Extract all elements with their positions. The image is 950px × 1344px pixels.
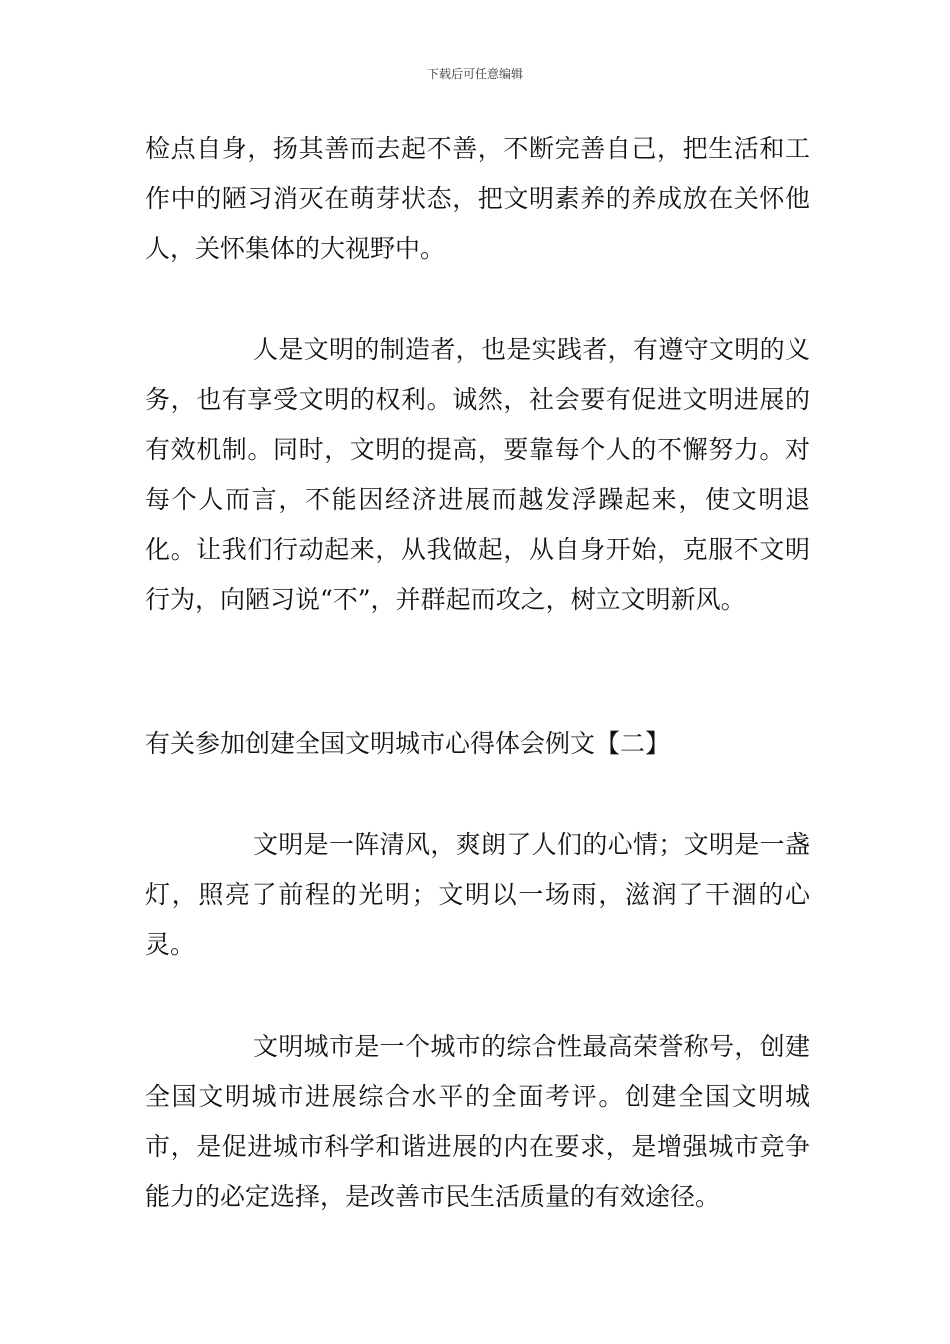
paragraph-self-reflection: 检点自身，扬其善而去起不善，不断完善自己，把生活和工作中的陋习消灭在萌芽状态，把文明素养的养成放在关怀他人，关怀集体的大视野中。 [145,134,810,263]
header-note: 下载后可任意编辑 [426,67,523,81]
paragraph-civilization-duty: 人是文明的制造者，也是实践者，有遵守文明的义务，也有享受文明的权利。诚然，社会要有促进文明进展的有效机制。同时，文明的提高，要靠每个人的不懈努力。对每个人而言，不能因经济进展而越发浮躁起来，使文明退化。让我们行动起来，从我做起，从自身开始，克服不文明行为，向陋习说“不”，并群起而攻之，树立文明新风。 [145,335,810,614]
paragraph-civilization-metaphor: 文明是一阵清风，爽朗了人们的心情；文明是一盏灯，照亮了前程的光明；文明以一场雨，滋润了干涸的心灵。 [145,830,810,959]
paragraph-civilized-city: 文明城市是一个城市的综合性最高荣誉称号，创建全国文明城市进展综合水平的全面考评。创建全国文明城市，是促进城市科学和谐进展的内在要求，是增强城市竞争能力的必定选择，是改善市民生活质量的有效途径。 [145,1032,810,1211]
section-heading: 有关参加创建全国文明城市心得体会例文【二】 [145,729,671,758]
